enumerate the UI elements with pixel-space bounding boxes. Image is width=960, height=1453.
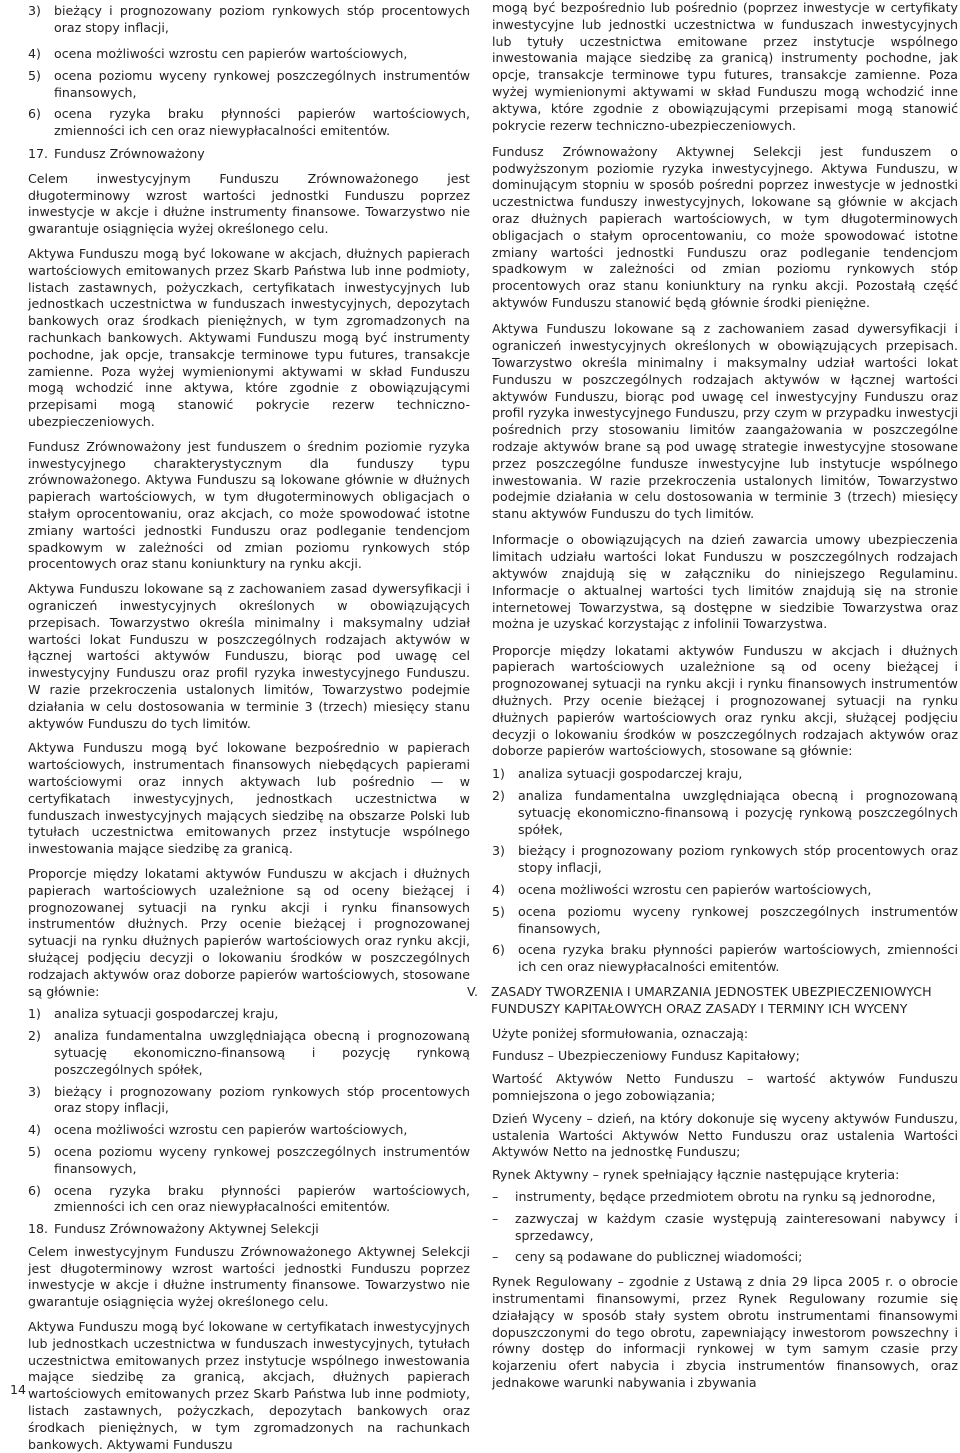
definition: Rynek Aktywny – rynek spełniający łącznie następujące kryteria:	[492, 1167, 900, 1183]
paragraph: Aktywa Funduszu lokowane są z zachowaniem zasad dywersyfikacji i ograniczeń inwestycyjnych określonych w obowiązujących przepisach. Towarzystwo określa minimalny i maksymalny udział wartości lokat Funduszu w poszczególnych rodzajach aktywów w łącznej wartości aktywów Funduszu, biorąc pod uwagę cel inwestycyjny Funduszu oraz profil ryzyka inwestycyjnego Funduszu. W razie przekroczenia ustalonych limitów, Towarzystwo podejmie działania w celu dostosowania w terminie 3 (trzech) miesięcy stanu aktywów Funduszu do tych limitów.	[28, 581, 470, 731]
list-item: 6) ocena ryzyka braku płynności papierów wartościowych, zmienności ich cen oraz niewypłacalności emitentów.	[28, 1182, 470, 1215]
list-item: 3) bieżący i prognozowany poziom rynkowych stóp procentowych oraz stopy inflacji,	[492, 843, 958, 876]
definition: Rynek Regulowany – zgodnie z Ustawą z dnia 29 lipca 2005 r. o obrocie instrumentami finansowymi, przez Rynek Regulowany rozumie się działający w sposób stały system obrotu instrumentami finansowymi dopuszczonymi do tego obrotu, zapewniający inwestorom powszechny i równy dostęp do informacji rynkowej w tym samym czasie przy kojarzeniu ofert nabycia i zbycia instrumentów finansowych, oraz jednakowe warunki nabywania i zbywania	[492, 1274, 958, 1390]
page-number: 14	[10, 1382, 27, 1397]
list-item: 5) ocena poziomu wyceny rynkowej poszczególnych instrumentów finansowych,	[28, 1143, 470, 1176]
paragraph: Celem inwestycyjnym Funduszu Zrównoważonego Aktywnej Selekcji jest długoterminowy wzrost wartości jednostki Funduszu poprzez inwestycje w akcje i dłużne instrumenty finansowe. Towarzystwo nie gwarantuje osiągnięcia wyżej określonego celu.	[28, 1243, 470, 1310]
paragraph: Aktywa Funduszu mogą być lokowane w certyfikatach inwestycyjnych lub jednostkach uczestnictwa w funduszach inwestycyjnych, tytułach uczestnictwa emitowanych przez instytucje wspólnego inwestowania mające siedzibę za granicą, akcjach, dłużnych papierach wartościowych emitowanych przez Skarb Państwa lub inne podmioty, listach zastawnych, pożyczkach, depozytach bankowych oraz środkach pieniężnych, w tym zgromadzonych na rachunkach bankowych. Aktywami Funduszu	[28, 1319, 470, 1452]
paragraph: Proporcje między lokatami aktywów Funduszu w akcjach i dłużnych papierach wartościowych uzależnione są od oceny bieżącej i prognozowanej sytuacji na rynku akcji i rynku finansowych instrumentów dłużnych. Przy ocenie bieżącej i prognozowanej sytuacji na rynku dłużnych papierów wartościowych oraz rynku akcji, służącej podjęciu decyzji o lokowaniu środków w poszczególnych rodzajach aktywów oraz doborze papierów wartościowych, stosowane są głównie:	[492, 642, 958, 759]
list-item: – instrumenty, będące przedmiotem obrotu na rynku są jednorodne,	[492, 1189, 936, 1204]
list-item: 4) ocena możliwości wzrostu cen papierów wartościowych,	[28, 46, 408, 62]
paragraph: Aktywa Funduszu mogą być lokowane w akcjach, dłużnych papierach wartościowych emitowanych przez Skarb Państwa lub inne podmioty, listach zastawnych, pożyczkach, certyfikatach inwestycyjnych lub jednostkach uczestnictwa w funduszach inwestycyjnych, depozytach bankowych oraz środkach pieniężnych, w tym zgromadzonych na rachunkach bankowych. Aktywami Funduszu mogą być instrumenty pochodne, jak opcje, transakcje terminowe typu futures, transakcje zamienne. Poza wyżej wymienionymi aktywami w skład Funduszu mogą wchodzić inne aktywa, które zgodnie z obowiązującymi przepisami mogą stanowić pokrycie rezerw techniczno-ubezpieczeniowych.	[28, 246, 470, 430]
section-heading-v: V. ZASADY TWORZENIA I UMARZANIA JEDNOSTEK UBEZPIECZENIOWYCH FUNDUSZY KAPITAŁOWYCH ORAZ ZASADY I TERMINY ICH WYCENY	[467, 984, 932, 1016]
paragraph: Fundusz Zrównoważony jest funduszem o średnim poziomie ryzyka inwestycyjnego charakterystycznym dla funduszy typu zrównoważonego. Aktywa Funduszu są lokowane głównie w dłużnych papierach wartościowych, w tym długoterminowych obligacjach o stałym oprocentowaniu, oraz akcjach, co może spowodować istotne zmiany wartości jednostki Funduszu oraz podleganie tendencjom spadkowym w zależności od zmian poziomu rynkowych stóp procentowych oraz stanu koniunktury na rynku akcji.	[28, 438, 470, 572]
list-item: 2) analiza fundamentalna uwzględniająca obecną i prognozowaną sytuację ekonomiczno-finansową i pozycję rynkową poszczególnych spółek,	[28, 1028, 470, 1077]
definition: Fundusz – Ubezpieczeniowy Fundusz Kapitałowy;	[492, 1048, 800, 1064]
list-item: 1) analiza sytuacji gospodarczej kraju,	[492, 766, 743, 782]
list-item: 6) ocena ryzyka braku płynności papierów wartościowych, zmienności ich cen oraz niewypłacalności emitentów.	[28, 106, 470, 139]
list-item: 5) ocena poziomu wyceny rynkowej poszczególnych instrumentów finansowych,	[492, 903, 958, 936]
list-item: 5) ocena poziomu wyceny rynkowej poszczególnych instrumentów finansowych,	[28, 67, 470, 100]
paragraph: Fundusz Zrównoważony Aktywnej Selekcji jest funduszem o podwyższonym poziomie ryzyka inwestycyjnego. Aktywa Funduszu, w dominującym stopniu w sposób pośredni poprzez inwestycje w jednostki uczestnictwa funduszy inwestycyjnych, lokowane są głównie w akcjach oraz dłużnych papierach wartościowych, w tym długoterminowych obligacjach o stałym oprocentowaniu, co może spowodować istotne zmiany wartości jednostki Funduszu oraz podleganie tendencjom spadkowym w zależności od zmian poziomu rynkowych stóp procentowych oraz stanu koniunktury na rynku akcji. Pozostałą część aktywów Funduszu stanowić będą głównie środki pieniężne.	[492, 143, 958, 311]
paragraph: Proporcje między lokatami aktywów Funduszu w akcjach i dłużnych papierach wartościowych uzależnione są od oceny bieżącej i prognozowanej sytuacji na rynku akcji i rynku finansowych instrumentów dłużnych. Przy ocenie bieżącej i prognozowanej sytuacji na rynku dłużnych papierów wartościowych oraz rynku akcji, służącej podjęciu decyzji o lokowaniu środków w poszczególnych rodzajach aktywów oraz doborze papierów wartościowych, stosowane są głównie:	[28, 865, 470, 999]
list-item: 1) analiza sytuacji gospodarczej kraju,	[28, 1006, 279, 1022]
list-item: 4) ocena możliwości wzrostu cen papierów wartościowych,	[28, 1122, 408, 1138]
list-item: – ceny są podawane do publicznej wiadomości;	[492, 1249, 803, 1265]
list-item: 6) ocena ryzyka braku płynności papierów wartościowych, zmienności ich cen oraz niewypłacalności emitentów.	[492, 942, 958, 975]
list-item: 4) ocena możliwości wzrostu cen papierów wartościowych,	[492, 882, 872, 898]
paragraph: mogą być bezpośrednio lub pośrednio (poprzez inwestycje w certyfikaty inwestycyjne lub jednostki uczestnictwa w funduszach inwestycyjnych lub tytuły uczestnictwa emitowane przez instytucje wspólnego inwestowania mające siedzibę za granicą) instrumenty pochodne, jak opcje, transakcje terminowe typu futures, transakcje zamienne. Poza wyżej wymienionymi aktywami w skład Funduszu mogą wchodzić inne aktywa, które zgodnie z obowiązującymi przepisami mogą stanowić pokrycie rezerw techniczno-ubezpieczeniowych.	[492, 0, 958, 133]
definition: Dzień Wyceny – dzień, na który dokonuje się wyceny aktywów Funduszu, ustalenia Wartości Aktywów Netto Funduszu oraz ustalenia Wartości Aktywów Netto na jednostkę Funduszu;	[492, 1110, 958, 1160]
left-column	[28, 0, 470, 1453]
list-item: 2) analiza fundamentalna uwzględniająca obecną i prognozowaną sytuację ekonomiczno-finansową i pozycję rynkową poszczególnych spółek,	[492, 788, 958, 837]
definition: Wartość Aktywów Netto Funduszu – wartość aktywów Funduszu pomniejszona o jego zobowiązania;	[492, 1071, 958, 1104]
paragraph: Aktywa Funduszu mogą być lokowane bezpośrednio w papierach wartościowych, instrumentach finansowych niebędących papierami wartościowymi oraz innych aktywach lub pośrednio — w certyfikatach inwestycyjnych, jednostkach uczestnictwa w funduszach inwestycyjnych mających siedzibę na obszarze Polski lub tytułach uczestnictwa emitowanych przez instytucje wspólnego inwestowania mające siedzibę za granicą.	[28, 740, 470, 857]
definitions-intro: Użyte poniżej sformułowania, oznaczają:	[492, 1025, 749, 1041]
list-item: 3) bieżący i prognozowany poziom rynkowych stóp procentowych oraz stopy inflacji,	[28, 3, 470, 35]
paragraph: Informacje o obowiązujących na dzień zawarcia umowy ubezpieczenia limitach udziału wartości lokat Funduszu w poszczególnych rodzajach aktywów znajdują się w załączniku do niniejszego Regulaminu. Informacje o aktualnej wartości tych limitów znajdują się na stronie internetowej Towarzystwa, są dostępne w siedzibie Towarzystwa oraz można je uzyskać korzystając z infolinii Towarzystwa.	[492, 532, 958, 632]
list-item: – zazwyczaj w każdym czasie występują zainteresowani nabywcy i sprzedawcy,	[492, 1210, 958, 1243]
section-heading-17: 17. Fundusz Zrównoważony	[28, 146, 205, 162]
paragraph: Aktywa Funduszu lokowane są z zachowaniem zasad dywersyfikacji i ograniczeń inwestycyjnych określonych w obowiązujących przepisach. Towarzystwo określa minimalny i maksymalny udział wartości lokat Funduszu w poszczególnych rodzajach aktywów w łącznej wartości aktywów Funduszu, biorąc pod uwagę cel inwestycyjny Funduszu oraz profil ryzyka inwestycyjnego Funduszu, przy czym w przypadku inwestycji pośrednich przy stosowaniu limitów zaangażowania w poszczególne rodzaje aktywów brane są pod uwagę strategie inwestycyjne stosowane przez poszczególne fundusze inwestycyjne lub instytucje wspólnego inwestowania. W razie przekroczenia ustalonych limitów, Towarzystwo podejmie działania w celu dostosowania w terminie 3 (trzech) miesięcy stanu aktywów Funduszu do tych limitów.	[492, 321, 958, 522]
section-heading-18: 18. Fundusz Zrównoważony Aktywnej Selekcji	[28, 1221, 319, 1237]
list-item: 3) bieżący i prognozowany poziom rynkowych stóp procentowych oraz stopy inflacji,	[28, 1083, 470, 1116]
right-column	[467, 0, 958, 1392]
paragraph: Celem inwestycyjnym Funduszu Zrównoważonego jest długoterminowy wzrost wartości jednostki Funduszu poprzez inwestycje w akcje i dłużne instrumenty finansowe. Towarzystwo nie gwarantuje osiągnięcia wyżej określonego celu.	[28, 170, 470, 237]
